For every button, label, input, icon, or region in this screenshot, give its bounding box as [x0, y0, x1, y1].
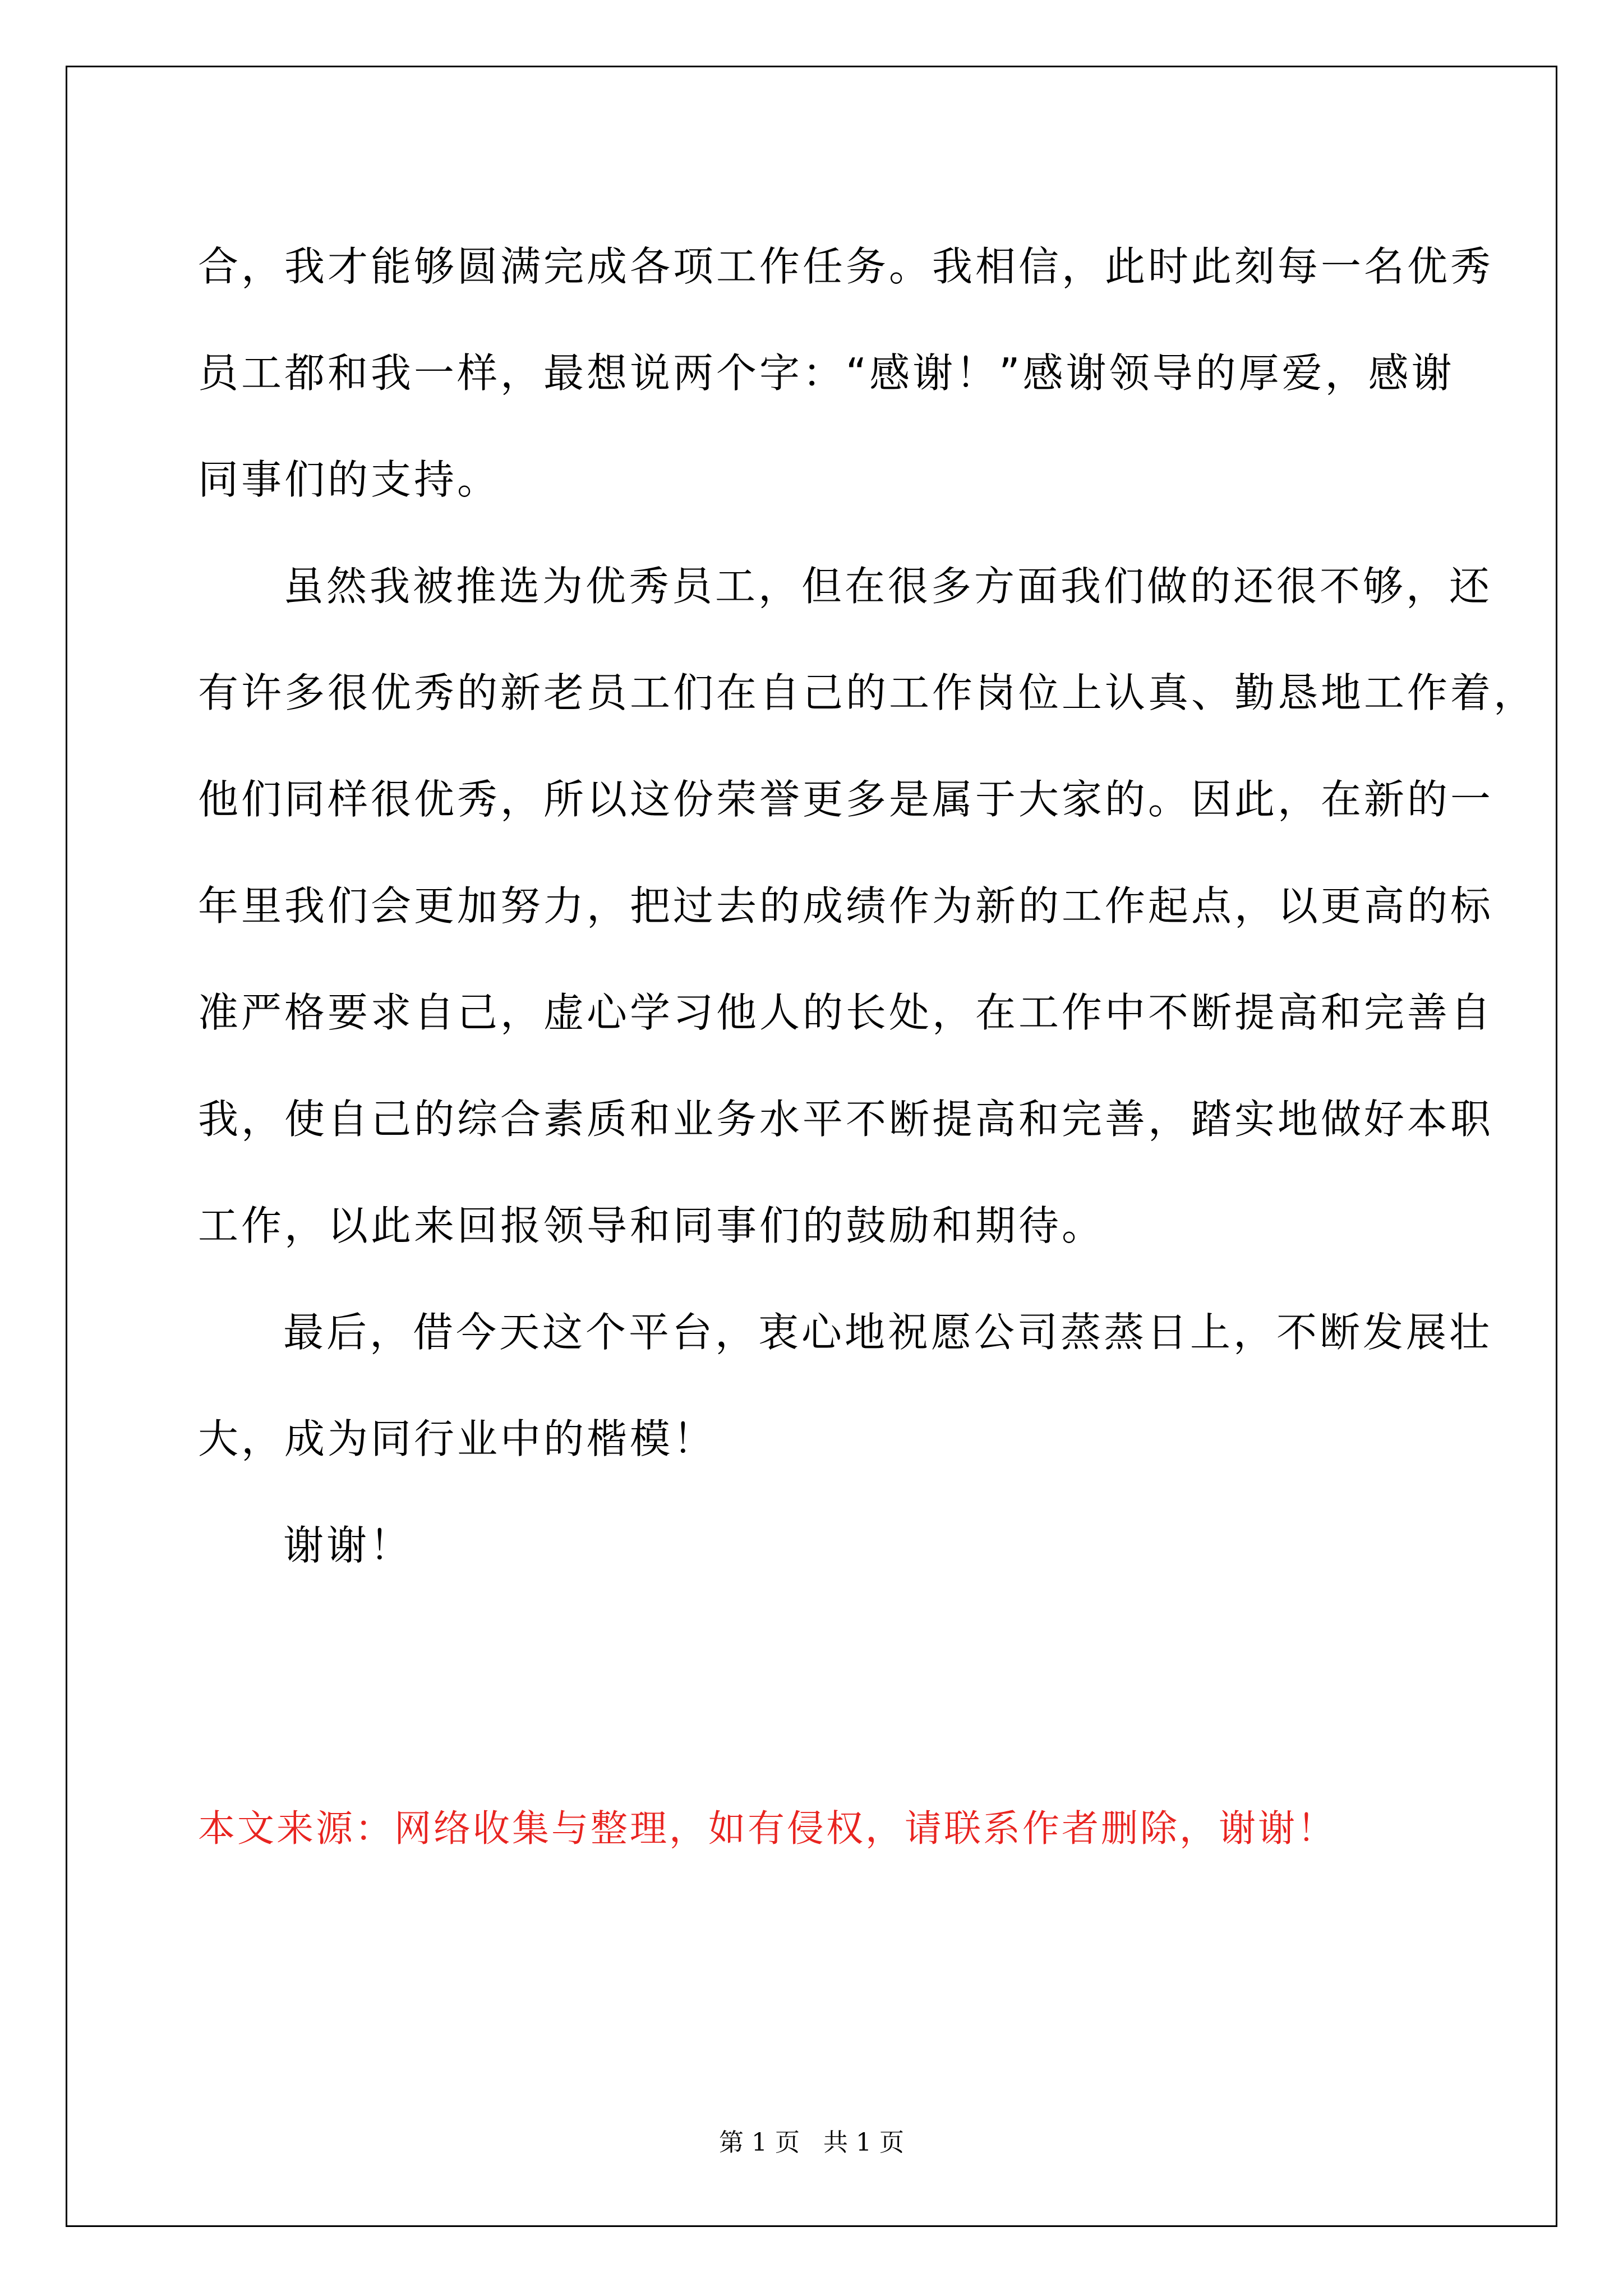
paragraph-line: 员工都和我一样，最想说两个字：“感谢！”感谢领导的厚爱，感谢 [198, 349, 1455, 397]
page-number: 第 1 页 共 1 页 [719, 2128, 904, 2157]
paragraph-line: 工作，以此来回报领导和同事们的鼓励和期待。 [198, 1202, 1105, 1249]
paragraph-line: 虽然我被推选为优秀员工，但在很多方面我们做的还很不够，还 [283, 563, 1493, 610]
paragraph-line: 同事们的支持。 [198, 456, 501, 503]
paragraph-line: 有许多很优秀的新老员工们在自己的工作岗位上认真、勤恳地工作着， [198, 669, 1537, 716]
source-note: 本文来源：网络收集与整理，如有侵权，请联系作者删除，谢谢！ [198, 1807, 1336, 1850]
paragraph-line: 他们同样很优秀，所以这份荣誉更多是属于大家的。因此，在新的一 [198, 776, 1494, 823]
paragraph-line: 合，我才能够圆满完成各项工作任务。我相信，此时此刻每一名优秀 [198, 243, 1494, 290]
document-body [198, 213, 1537, 1599]
paragraph-line: 我，使自己的综合素质和业务水平不断提高和完善，踏实地做好本职 [198, 1096, 1494, 1143]
paragraph-line: 年里我们会更加努力，把过去的成绩作为新的工作起点，以更高的标 [198, 882, 1494, 930]
paragraph-line: 大，成为同行业中的楷模！ [198, 1415, 717, 1462]
paragraph-line: 最后，借今天这个平台，衷心地祝愿公司蒸蒸日上，不断发展壮 [283, 1309, 1493, 1356]
closing-line: 谢谢！ [283, 1522, 413, 1569]
paragraph-line: 准严格要求自己，虚心学习他人的长处，在工作中不断提高和完善自 [198, 989, 1494, 1036]
